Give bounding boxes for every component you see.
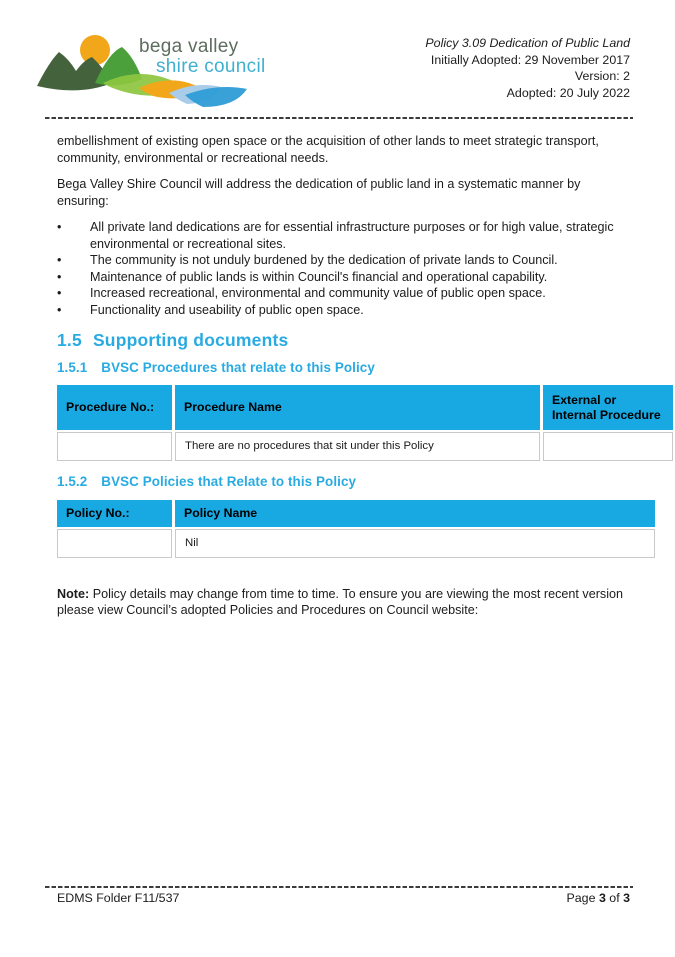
logo-text-line1: bega valley bbox=[139, 36, 239, 57]
list-item-text: Increased recreational, environmental and community value of public open space. bbox=[90, 286, 546, 300]
subsection-number: 1.5.2 bbox=[57, 474, 88, 489]
footer-divider bbox=[45, 886, 633, 888]
procedures-table bbox=[54, 383, 675, 463]
column-header-policy-no: Policy No.: bbox=[57, 500, 172, 527]
page-number: 3 bbox=[598, 891, 606, 905]
list-item bbox=[57, 269, 625, 286]
subsection-title: BVSC Policies that Relate to this Policy bbox=[101, 474, 357, 489]
page-number-label bbox=[567, 891, 630, 905]
logo-text-line2: shire council bbox=[156, 56, 266, 77]
list-item-text: Functionality and useability of public open space. bbox=[90, 302, 364, 317]
column-header-procedure-no: Procedure No.: bbox=[57, 385, 172, 430]
list-item bbox=[57, 252, 625, 269]
policy-title: Policy 3.09 Dedication of Public Land bbox=[425, 36, 630, 50]
list-item-text: Maintenance of public lands is within Council's financial and operational capability. bbox=[90, 269, 548, 284]
of-word: of bbox=[609, 891, 620, 905]
policy-meta bbox=[425, 26, 630, 116]
edms-folder-label: EDMS Folder F11/537 bbox=[57, 891, 180, 905]
page-total: 3 bbox=[623, 891, 630, 905]
note-text: Policy details may change from time to time. To ensure you are viewing the most recent version please view Council’s adopted Policies and Procedures on Council website: bbox=[57, 586, 624, 617]
council-logo bbox=[35, 26, 266, 116]
paragraph-intro: Bega Valley Shire Council will address the dedication of public land in a systematic manner by ensuring: bbox=[57, 177, 581, 208]
list-item-text: The community is not unduly burdened by the dedication of private lands to Council. bbox=[90, 253, 558, 267]
column-header-external-internal: External or Internal Procedure bbox=[543, 385, 673, 430]
cell-external-internal bbox=[543, 432, 673, 461]
table-header-row bbox=[57, 500, 655, 527]
list-item bbox=[57, 285, 625, 302]
cell-procedure-name: There are no procedures that sit under this Policy bbox=[175, 432, 540, 461]
note-paragraph bbox=[57, 586, 625, 619]
column-header-policy-name: Policy Name bbox=[175, 500, 655, 527]
section-number: 1.5 bbox=[57, 330, 82, 350]
column-header-procedure-name: Procedure Name bbox=[175, 385, 540, 430]
cell-procedure-no bbox=[57, 432, 172, 461]
cell-policy-name: Nil bbox=[175, 529, 655, 558]
page-word: Page bbox=[566, 891, 596, 905]
policy-version: Version: 2 bbox=[574, 69, 630, 83]
page-header bbox=[35, 26, 630, 116]
list-item bbox=[57, 219, 625, 252]
bullet-icon: • bbox=[57, 220, 62, 234]
page-footer bbox=[57, 891, 630, 905]
policy-adopted: Adopted: 20 July 2022 bbox=[506, 85, 630, 100]
section-heading-1-5 bbox=[57, 332, 625, 349]
table-row bbox=[57, 529, 655, 558]
note-label: Note: bbox=[57, 586, 90, 601]
bullet-icon: • bbox=[57, 286, 62, 300]
bullet-icon: • bbox=[57, 253, 62, 267]
policy-initially-adopted: Initially Adopted: 29 November 2017 bbox=[430, 52, 630, 67]
subsection-title: BVSC Procedures that relate to this Policy bbox=[101, 359, 375, 375]
section-title: Supporting documents bbox=[92, 330, 289, 350]
header-divider bbox=[45, 117, 633, 119]
document-body bbox=[57, 133, 661, 631]
table-header-row bbox=[57, 385, 673, 430]
list-item bbox=[57, 302, 625, 319]
cell-policy-no bbox=[57, 529, 172, 558]
subsection-heading-1-5-1 bbox=[57, 360, 625, 377]
subsection-heading-1-5-2 bbox=[57, 474, 625, 491]
policies-table bbox=[54, 498, 658, 560]
table-row bbox=[57, 432, 673, 461]
bullet-icon: • bbox=[57, 269, 62, 284]
list-item-text: All private land dedications are for essential infrastructure purposes or for high value, strategic environmental or recreational sites. bbox=[90, 220, 614, 251]
bullet-list bbox=[57, 219, 625, 318]
subsection-number: 1.5.1 bbox=[57, 359, 88, 375]
bullet-icon: • bbox=[57, 302, 62, 317]
paragraph-continuation: embellishment of existing open space or the acquisition of other lands to meet strategic transport, community, environmental or recreational needs. bbox=[57, 134, 599, 165]
